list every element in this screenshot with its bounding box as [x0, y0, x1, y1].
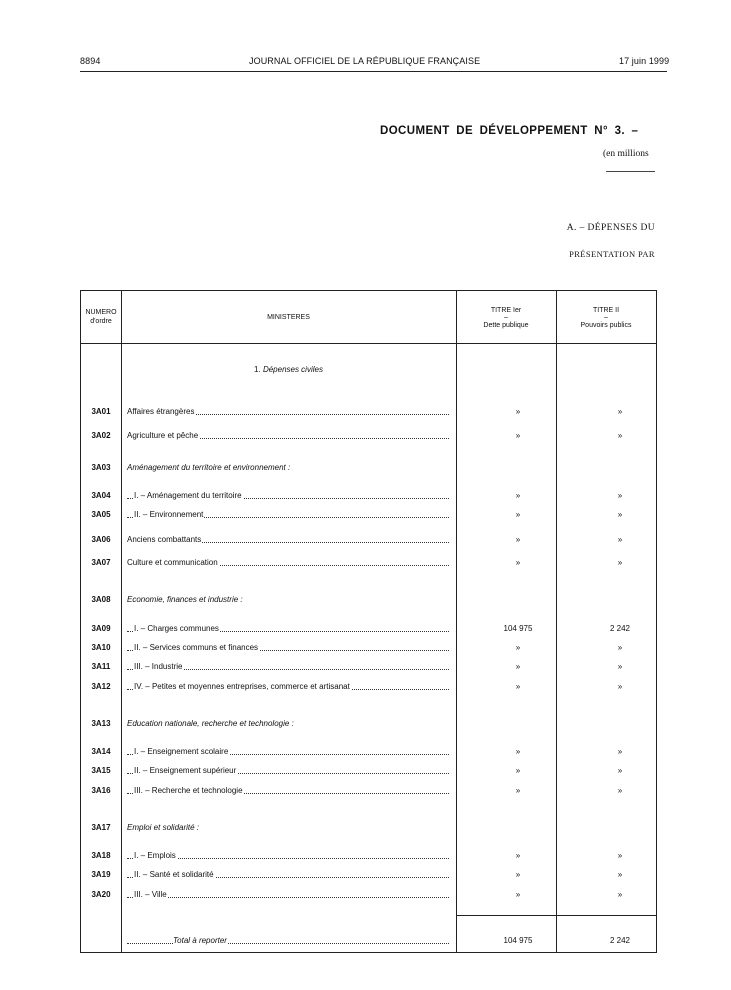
section-name: Dépenses civiles	[262, 365, 323, 374]
row-label: Affaires étrangères	[127, 407, 195, 416]
row-titre-2: »	[617, 747, 623, 756]
table-row	[81, 556, 657, 570]
row-titre-1: »	[515, 890, 521, 899]
row-code: 3A09	[91, 624, 111, 633]
row-titre-1: »	[515, 682, 521, 691]
table-row	[81, 680, 657, 694]
row-titre-2: »	[617, 558, 623, 567]
row-code: 3A04	[91, 491, 111, 500]
table-row	[81, 622, 657, 636]
total-label: Total à reporter	[173, 936, 227, 945]
table-row	[81, 508, 657, 522]
dot-leader	[127, 897, 449, 898]
row-titre-1: »	[515, 766, 521, 775]
table-row	[81, 593, 657, 607]
row-titre-2: »	[617, 643, 623, 652]
row-code: 3A05	[91, 510, 111, 519]
row-titre-2: »	[617, 766, 623, 775]
row-code: 3A07	[91, 558, 111, 567]
row-label: II. – Services communs et finances	[134, 643, 259, 652]
row-titre-2: »	[617, 431, 623, 440]
row-label: II. – Santé et solidarité	[134, 870, 214, 879]
row-titre-1: »	[515, 643, 521, 652]
row-label: I. – Enseignement scolaire	[134, 747, 229, 756]
row-label: II. – Enseignement supérieur	[134, 766, 237, 775]
row-titre-2: »	[617, 890, 623, 899]
row-titre-2: »	[617, 682, 623, 691]
row-label: Anciens combattants	[127, 535, 202, 544]
row-label: Emploi et solidarité :	[127, 823, 200, 832]
row-code: 3A18	[91, 851, 111, 860]
section-number: 1.	[254, 365, 261, 374]
row-titre-2: »	[617, 510, 623, 519]
row-titre-2: »	[617, 491, 623, 500]
table-row	[81, 868, 657, 882]
table-row	[81, 489, 657, 503]
row-titre-1: »	[515, 870, 521, 879]
row-label: I. – Aménagement du territoire	[134, 491, 242, 500]
row-label: Education nationale, recherche et technologie :	[127, 719, 294, 728]
row-titre-1: »	[515, 510, 521, 519]
column-header-numero: NUMERO d'ordre	[85, 309, 117, 325]
total-titre-1: 104 975	[503, 936, 533, 945]
total-titre-2: 2 242	[609, 936, 631, 945]
journal-title: JOURNAL OFFICIEL DE LA RÉPUBLIQUE FRANÇAISE	[249, 56, 481, 66]
table-row	[81, 405, 657, 419]
table-row	[81, 764, 657, 778]
row-titre-1: »	[515, 558, 521, 567]
row-code: 3A10	[91, 643, 111, 652]
table-row	[81, 641, 657, 655]
header-row-rule	[81, 343, 657, 344]
row-code: 3A06	[91, 535, 111, 544]
row-label: I. – Charges communes	[134, 624, 219, 633]
row-code: 3A14	[91, 747, 111, 756]
row-titre-2: »	[617, 786, 623, 795]
row-code: 3A16	[91, 786, 111, 795]
row-titre-2: »	[617, 535, 623, 544]
row-titre-1: »	[515, 407, 521, 416]
row-titre-1: »	[515, 491, 521, 500]
table-row	[81, 429, 657, 443]
journal-date: 17 juin 1999	[619, 56, 670, 66]
row-titre-2: »	[617, 851, 623, 860]
table-row	[81, 821, 657, 835]
row-label: III. – Ville	[134, 890, 167, 899]
document-title: DOCUMENT DE DÉVELOPPEMENT N° 3. –	[380, 125, 639, 137]
row-code: 3A02	[91, 431, 111, 440]
table-row	[81, 660, 657, 674]
section-heading: A. – DÉPENSES DU	[566, 223, 655, 233]
document-unit: (en millions	[603, 149, 649, 159]
row-label: IV. – Petites et moyennes entreprises, commerce et artisanat	[134, 682, 350, 691]
row-label: II. – Environnement	[134, 510, 204, 519]
table-row	[81, 717, 657, 731]
page-number: 8894	[80, 56, 101, 66]
subsection-heading: PRÉSENTATION PAR	[569, 249, 655, 259]
table-row	[81, 849, 657, 863]
row-code: 3A15	[91, 766, 111, 775]
row-titre-1: 104 975	[503, 624, 533, 633]
row-code: 3A13	[91, 719, 111, 728]
row-titre-1: »	[515, 431, 521, 440]
row-titre-2: »	[617, 662, 623, 671]
column-header-titre-2: TITRE II – Pouvoirs publics	[580, 307, 632, 329]
header-rule	[80, 71, 667, 72]
unit-rule	[606, 171, 655, 172]
row-titre-1: »	[515, 662, 521, 671]
table-row	[81, 461, 657, 475]
table-row	[81, 784, 657, 798]
column-header-titre-1: TITRE Ier – Dette publique	[483, 307, 529, 329]
row-label: Economie, finances et industrie :	[127, 595, 243, 604]
row-code: 3A08	[91, 595, 111, 604]
table-row	[81, 888, 657, 902]
row-titre-2: »	[617, 870, 623, 879]
section-title	[121, 365, 456, 374]
row-label: Culture et communication	[127, 558, 218, 567]
row-label: Agriculture et pêche	[127, 431, 199, 440]
row-code: 3A19	[91, 870, 111, 879]
total-rule	[456, 915, 657, 916]
row-code: 3A03	[91, 463, 111, 472]
row-code: 3A17	[91, 823, 111, 832]
row-titre-1: »	[515, 786, 521, 795]
row-titre-2: »	[617, 407, 623, 416]
table-row	[81, 533, 657, 547]
table-row	[81, 745, 657, 759]
row-code: 3A01	[91, 407, 111, 416]
row-titre-1: »	[515, 747, 521, 756]
row-label: I. – Emplois	[134, 851, 176, 860]
row-label: III. – Recherche et technologie	[134, 786, 243, 795]
row-label: III. – Industrie	[134, 662, 183, 671]
row-code: 3A12	[91, 682, 111, 691]
row-label: Aménagement du territoire et environnement :	[127, 463, 291, 472]
row-code: 3A20	[91, 890, 111, 899]
column-header-ministeres: MINISTERES	[267, 314, 310, 321]
row-titre-1: »	[515, 535, 521, 544]
total-row	[81, 934, 657, 948]
expenditure-table	[80, 290, 657, 953]
row-code: 3A11	[91, 662, 111, 671]
row-titre-1: »	[515, 851, 521, 860]
row-titre-2: 2 242	[609, 624, 631, 633]
